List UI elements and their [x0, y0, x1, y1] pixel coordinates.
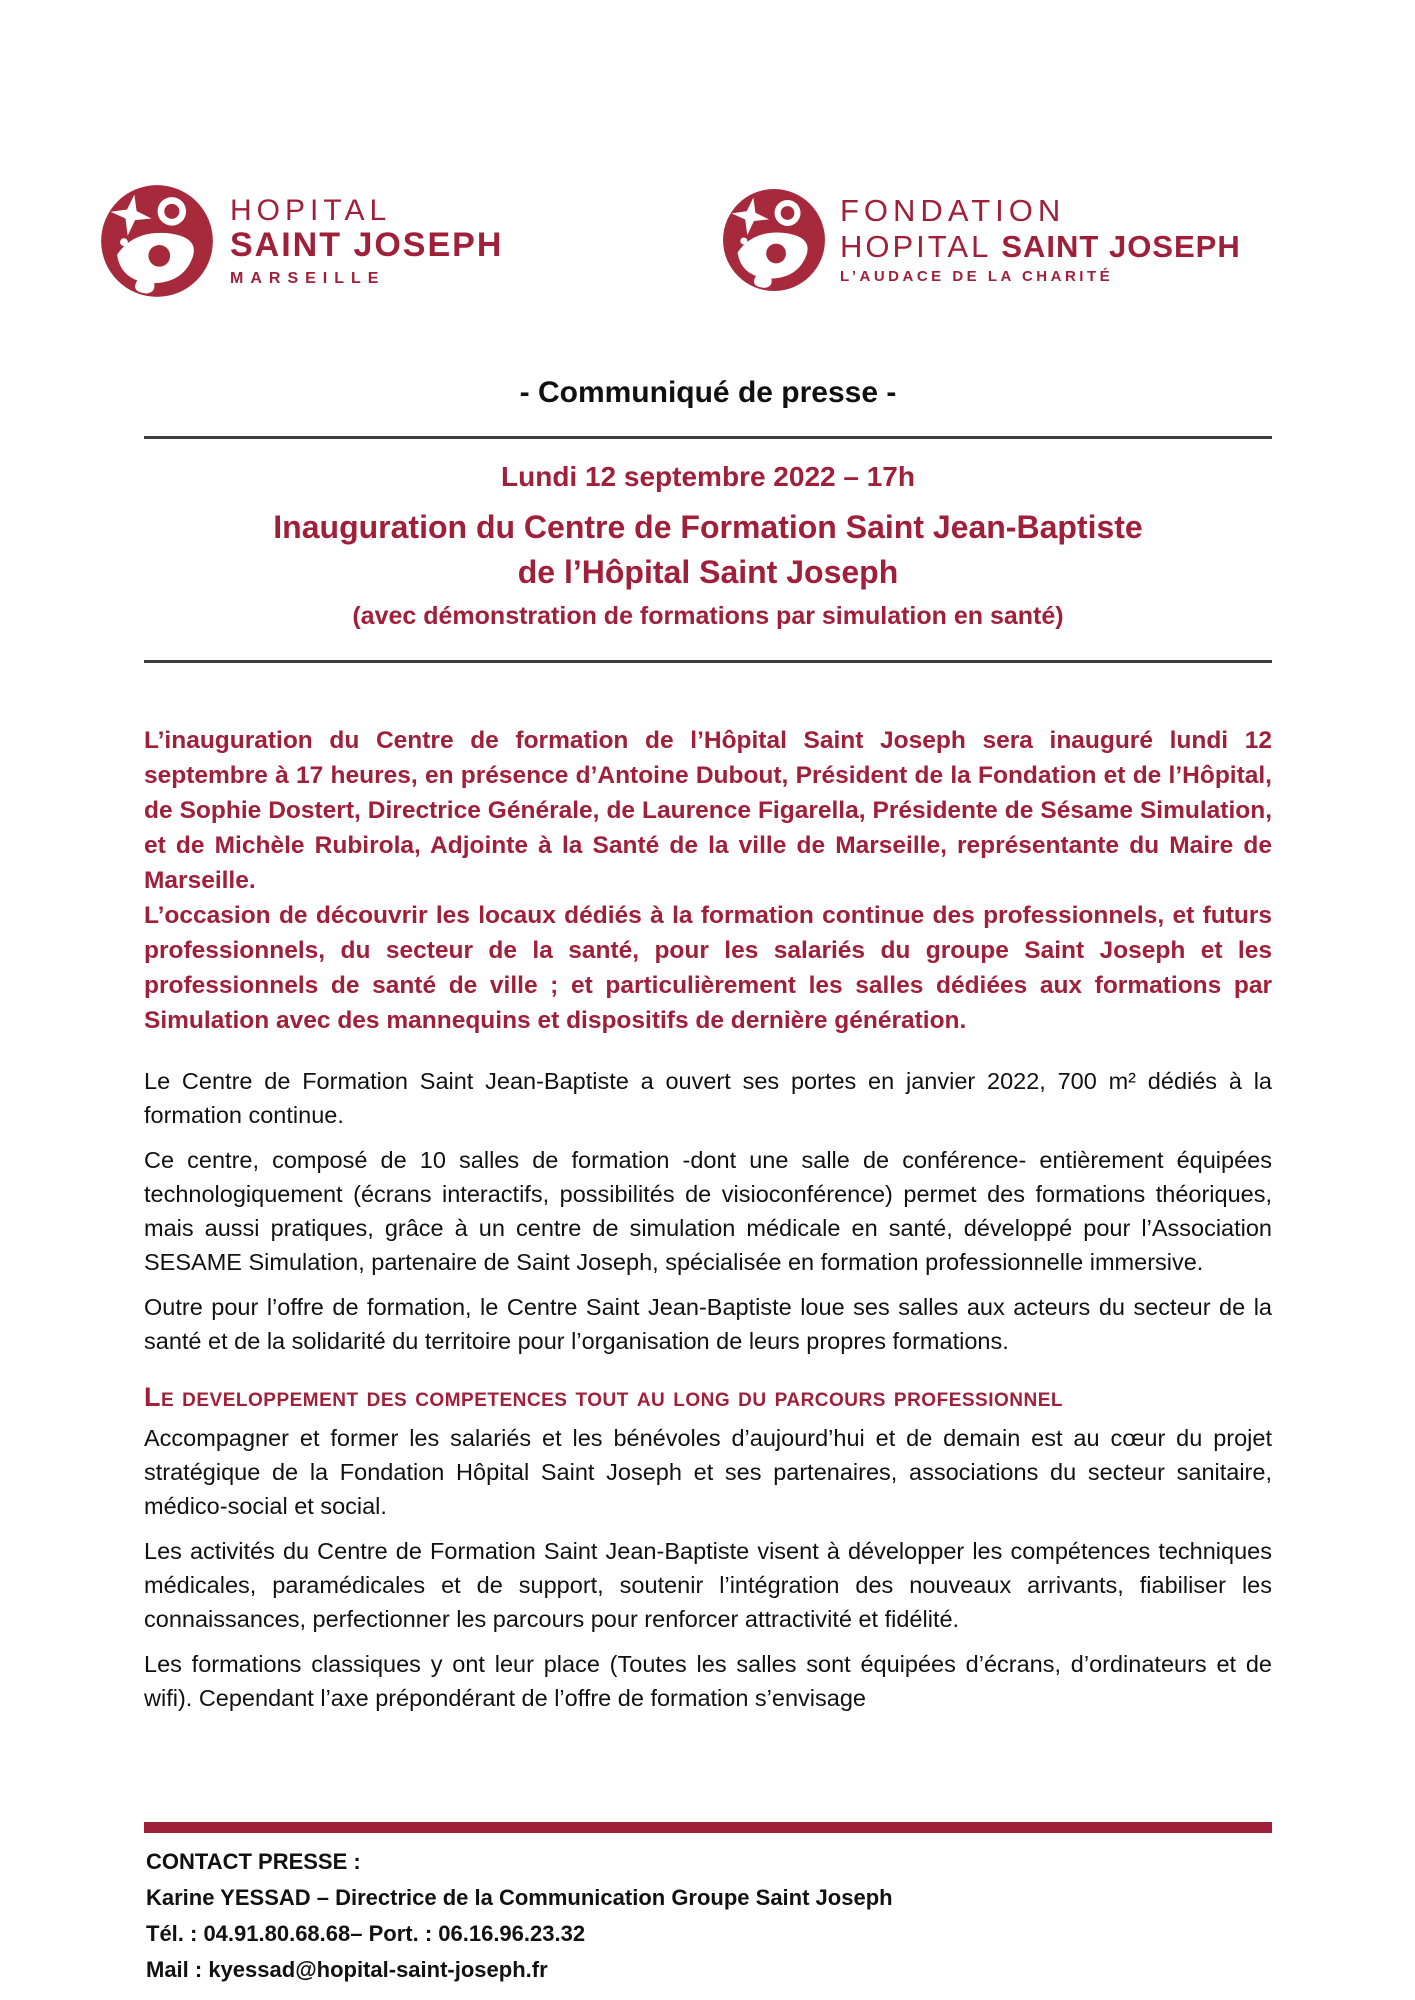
- fondation-emblem-icon: [722, 188, 826, 292]
- logo-word-hopital: HOPITAL: [840, 228, 992, 264]
- fondation-logo-text: [840, 195, 1241, 285]
- intro-highlight: [144, 723, 1272, 1038]
- logo-line-hopital: HOPITAL: [230, 193, 392, 227]
- body-paragraphs: [144, 1064, 1272, 1715]
- main-title-line2: de l’Hôpital Saint Joseph: [517, 554, 899, 590]
- paragraph-centre-ouverture: Le Centre de Formation Saint Jean-Baptiste a ouvert ses portes en janvier 2022, 700 m² dédiés à la formation continue.: [144, 1068, 1272, 1128]
- paragraph-centre-composition: Ce centre, composé de 10 salles de formation -dont une salle de conférence- entièrement équipées technologiquement (écrans interactifs, possibilités de visioconférence) permet des formations théoriques, mais aussi pratiques, grâce à un centre de simulation médicale en santé, développé pour l’Association SESAME Simulation, partenaire de Saint Joseph, spécialisée en formation professionnelle immersive.: [144, 1147, 1272, 1275]
- contact-phone: Tél. : 04.91.80.68.68– Port. : 06.16.96.23.32: [146, 1921, 586, 1946]
- event-date: Lundi 12 septembre 2022 – 17h: [501, 461, 915, 492]
- contact-name: Karine YESSAD – Directrice de la Communication Groupe Saint Joseph: [146, 1885, 893, 1910]
- paragraph-formations-classiques: Les formations classiques y ont leur place (Toutes les salles sont équipées d’écrans, d’ordinateurs et de wifi). Cependant l’axe prépondérant de l’offre de formation s’envisage: [144, 1651, 1272, 1711]
- press-release-label: - Communiqué de presse -: [519, 376, 897, 409]
- logo-tagline: L’AUDACE DE LA CHARITÉ: [840, 268, 1114, 286]
- section-heading-developpement: Le developpement des competences tout au long du parcours professionnel: [144, 1382, 1063, 1412]
- document-body: [144, 376, 1272, 1726]
- press-contact-block: [146, 1844, 1274, 1988]
- logo-line-hopital-saint-joseph: [840, 228, 1241, 264]
- intro-paragraph-1: L’inauguration du Centre de formation de l’Hôpital Saint Joseph sera inauguré lundi 12 septembre à 17 heures, en présence d’Antoine Dubout, Président de la Fondation et de l’Hôpital, de Sophie Dostert, Directrice Générale, de Laurence Figarella, Présidente de Sésame Simulation, et de Michèle Rubirola, Adjointe à la Santé de la ville de Marseille, représentante du Maire de Marseille.: [144, 727, 1272, 894]
- paragraph-accompagner: Accompagner et former les salariés et les bénévoles d’aujourd’hui et de demain est au cœur du projet stratégique de la Fondation Hôpital Saint Joseph et ses partenaires, associations du secteur sanitaire, médico-social et social.: [144, 1425, 1272, 1519]
- hospital-logo-text: [230, 195, 503, 288]
- main-title-line1: Inauguration du Centre de Formation Saint Jean-Baptiste: [273, 509, 1143, 545]
- subtitle: (avec démonstration de formations par simulation en santé): [352, 602, 1064, 630]
- contact-heading: CONTACT PRESSE :: [146, 1849, 361, 1874]
- divider-top: [144, 436, 1272, 439]
- fondation-hopital-saint-joseph-logo: [722, 188, 1241, 292]
- divider-under-title: [144, 660, 1272, 663]
- logo-line-marseille: MARSEILLE: [230, 269, 386, 287]
- hospital-emblem-icon: [100, 184, 214, 298]
- intro-paragraph-2: L’occasion de découvrir les locaux dédiés à la formation continue des professionnels, et futurs professionnels, du secteur de la santé, pour les salariés du groupe Saint Joseph et les professionnels de santé de ville ; et particulièrement les salles dédiées aux formations par Simulation avec des mannequins et dispositifs de dernière génération.: [144, 902, 1272, 1034]
- logo-line-saint-joseph: SAINT JOSEPH: [230, 226, 504, 264]
- hopital-saint-joseph-logo: [100, 184, 503, 298]
- logo-word-saint-joseph: SAINT JOSEPH: [1001, 228, 1241, 264]
- paragraph-location-salles: Outre pour l’offre de formation, le Centre Saint Jean-Baptiste loue ses salles aux acteurs du secteur de la santé et de la solidarité du territoire pour l’organisation de leurs propres formations.: [144, 1294, 1272, 1354]
- paragraph-activites: Les activités du Centre de Formation Saint Jean-Baptiste visent à développer les compétences techniques médicales, paramédicales et de support, soutenir l’intégration des nouveaux arrivants, fiabiliser les connaissances, perfectionner les parcours pour renforcer attractivité et fidélité.: [144, 1538, 1272, 1632]
- logo-line-fondation: FONDATION: [840, 193, 1066, 229]
- footer-accent-bar: [144, 1822, 1272, 1833]
- contact-email: Mail : kyessad@hopital-saint-joseph.fr: [146, 1957, 548, 1982]
